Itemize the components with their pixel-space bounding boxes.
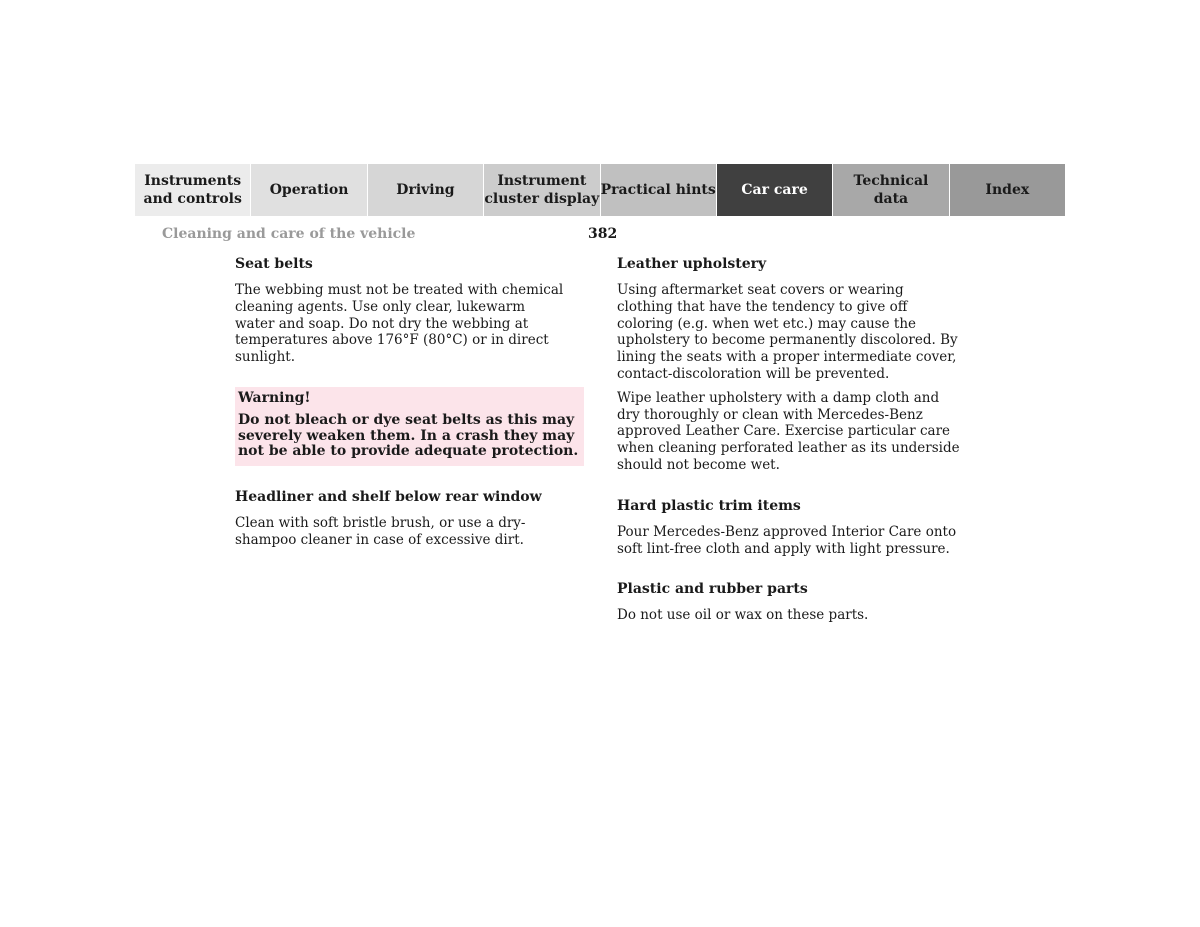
leather-heading: Leather upholstery	[617, 256, 767, 272]
warning-text: Do not bleach or dye seat belts as this may severely weaken them. In a crash they may not be able to provide adequate protection.	[238, 411, 579, 460]
seat-belts-text: The webbing must not be treated with chemical cleaning agents. Use only clear, lukewarm water and soap. Do not dry the webbing at temperatures above 176°F (80°C) or in direct sunlight.	[235, 282, 564, 366]
hard-plastic-heading: Hard plastic trim items	[617, 497, 801, 514]
warning-box	[235, 387, 584, 466]
headliner-heading: Headliner and shelf below rear window	[235, 488, 542, 505]
tab-driving[interactable]: Driving	[368, 164, 484, 216]
leather-text-2: Wipe leather upholstery with a damp cloth and dry thoroughly or clean with Mercedes-Benz approved Leather Care. Exercise particular care when cleaning perforated leather as its underside should not become wet.	[617, 389, 960, 473]
headliner-text: Clean with soft bristle brush, or use a dry-shampoo cleaner in case of excessive dirt.	[235, 514, 526, 548]
hard-plastic-text: Pour Mercedes-Benz approved Interior Care onto soft lint-free cloth and apply with light pressure.	[617, 523, 957, 557]
tab-technical-data[interactable]: Technical data	[833, 164, 949, 216]
leather-text-1: Using aftermarket seat covers or wearing clothing that have the tendency to give off coloring (e.g. when wet etc.) may cause the upholstery to become permanently discolored. By lining the seats with a proper intermediate cover, contact-discoloration will be prevented.	[617, 282, 958, 382]
tab-practical-hints[interactable]: Practical hints	[601, 164, 717, 216]
chapter-tabs	[135, 164, 1065, 216]
plastic-rubber-heading: Plastic and rubber parts	[617, 581, 808, 598]
page-number: 382	[588, 226, 618, 242]
tab-car-care[interactable]: Car care	[717, 164, 833, 216]
right-column	[617, 256, 967, 624]
section-title: Cleaning and care of the vehicle	[162, 226, 416, 242]
left-column	[235, 256, 585, 548]
plastic-rubber-text: Do not use oil or wax on these parts.	[617, 607, 869, 624]
tab-instrument-cluster-display[interactable]: Instrument cluster display	[484, 164, 600, 216]
tab-instruments-and-controls[interactable]: Instruments and controls	[135, 164, 251, 216]
tab-operation[interactable]: Operation	[251, 164, 367, 216]
warning-title: Warning!	[238, 389, 311, 406]
tab-index[interactable]: Index	[950, 164, 1065, 216]
seat-belts-heading: Seat belts	[235, 256, 313, 272]
